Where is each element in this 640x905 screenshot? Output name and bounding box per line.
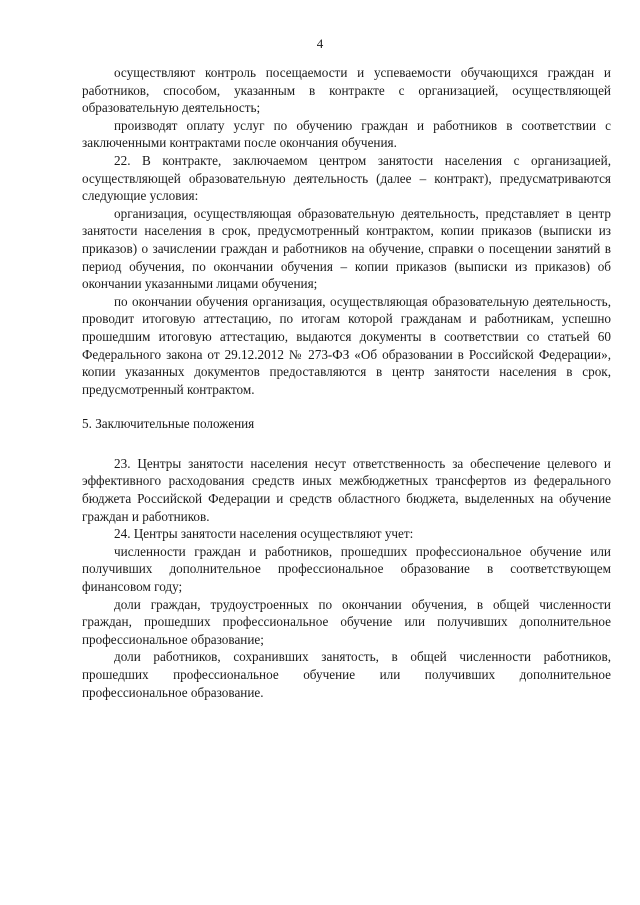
document-body bbox=[82, 64, 611, 701]
paragraph-23-responsibility: 23. Центры занятости населения несут ответственность за обеспечение целевого и эффективного расходования средств иных межбюджетных трансфертов из федерального бюджета Российской Федерации и средств областного бюджета, выделенных на обучение граждан и работников. bbox=[82, 455, 611, 524]
paragraph-22-contract-terms: 22. В контракте, заключаемом центром занятости населения с организацией, осуществляющей образовательную деятельность (далее – контракт), предусматриваются следующие условия: bbox=[82, 152, 611, 204]
section-heading-final-provisions: 5. Заключительные положения bbox=[82, 416, 255, 432]
paragraph-share-retained: доли работников, сохранивших занятость, в общей численности работников, прошедших профессиональное обучение или получивших дополнительное профессиональное образование. bbox=[82, 649, 611, 700]
paragraph-final-attestation: по окончании обучения организация, осуществляющая образовательную деятельность, проводит итоговую аттестацию, по итогам которой гражданам и работникам, успешно прошедшим итоговую аттестацию, выдаются документы в соответствии со статьей 60 Федерального закона от 29.12.2012 № 273-ФЗ «Об образовании в Российской Федерации», копии указанных документов предоставляются в центр занятости населения в срок, предусмотренный контрактом. bbox=[82, 293, 611, 397]
paragraph-share-employed: доли граждан, трудоустроенных по окончании обучения, в общей численности граждан, прошедших профессиональное обучение или получивших дополнительное профессиональное образование; bbox=[82, 596, 611, 647]
page-number: 4 bbox=[316, 36, 324, 51]
paragraph-payment: производят оплату услуг по обучению граждан и работников в соответствии с заключенными контрактами после окончания обучения. bbox=[82, 117, 611, 151]
paragraph-24-accounting: 24. Центры занятости населения осуществляют учет: bbox=[114, 526, 414, 542]
paragraph-attendance-control: осуществляют контроль посещаемости и успеваемости обучающихся граждан и работников, способом, указанным в контракте с организацией, осуществляющей образовательную деятельность; bbox=[82, 65, 611, 116]
paragraph-org-reports: организация, осуществляющая образовательную деятельность, представляет в центр занятости населения в срок, предусмотренный контрактом, копии приказов (выписки из приказов) о зачислении граждан и работников на обучение, справки о посещении занятий в период обучения, по окончании обучения – копии приказов (выписки из приказов) об окончании указанными лицами обучения; bbox=[82, 205, 611, 292]
paragraph-count-trained: численности граждан и работников, прошедших профессиональное обучение или получивших дополнительное профессиональное образование в соответствующем финансовом году; bbox=[82, 543, 611, 595]
